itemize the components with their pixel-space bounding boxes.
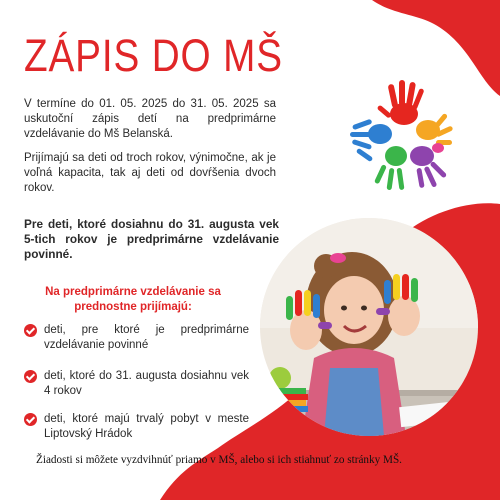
priority-item-text: deti, ktoré do 31. augusta dosiahnu vek 4 rokov (44, 370, 249, 397)
colorful-handprints-logo (342, 76, 462, 196)
intro-paragraph: V termíne do 01. 05. 2025 do 31. 05. 2025 sa uskutoční zápis detí na predprimárne vzdelávanie do Mš Belanská. (24, 98, 276, 140)
page-title: ZÁPIS DO MŠ (24, 30, 283, 81)
priority-item (24, 369, 249, 399)
priority-item (24, 412, 249, 442)
checkmark-icon (24, 370, 37, 383)
child-painted-hands-photo (260, 218, 478, 436)
priority-item (24, 323, 249, 353)
priority-item-text: deti, ktoré majú trvalý pobyt v meste Liptovský Hrádok (44, 413, 249, 440)
checkmark-icon (24, 324, 37, 337)
priority-item-text: deti, pre ktoré je predprimárne vzdelávanie povinné (44, 324, 249, 351)
checkmark-icon (24, 413, 37, 426)
mandatory-paragraph: Pre deti, ktoré dosiahnu do 31. augusta vek 5-tich rokov je predprimárne vzdelávanie povinné. (24, 217, 279, 261)
age-paragraph: Prijímajú sa deti od troch rokov, výnimočne, ak je voľná kapacita, tak aj deti od dovŕšenia dvoch rokov. (24, 152, 276, 194)
footer-note: Žiadosti si môžete vyzdvihnúť priamo v MŠ, alebo si ich stiahnuť zo stránky MŠ. (36, 454, 402, 466)
priority-heading: Na predprimárne vzdelávanie sa prednostne prijímajú: (45, 286, 221, 313)
